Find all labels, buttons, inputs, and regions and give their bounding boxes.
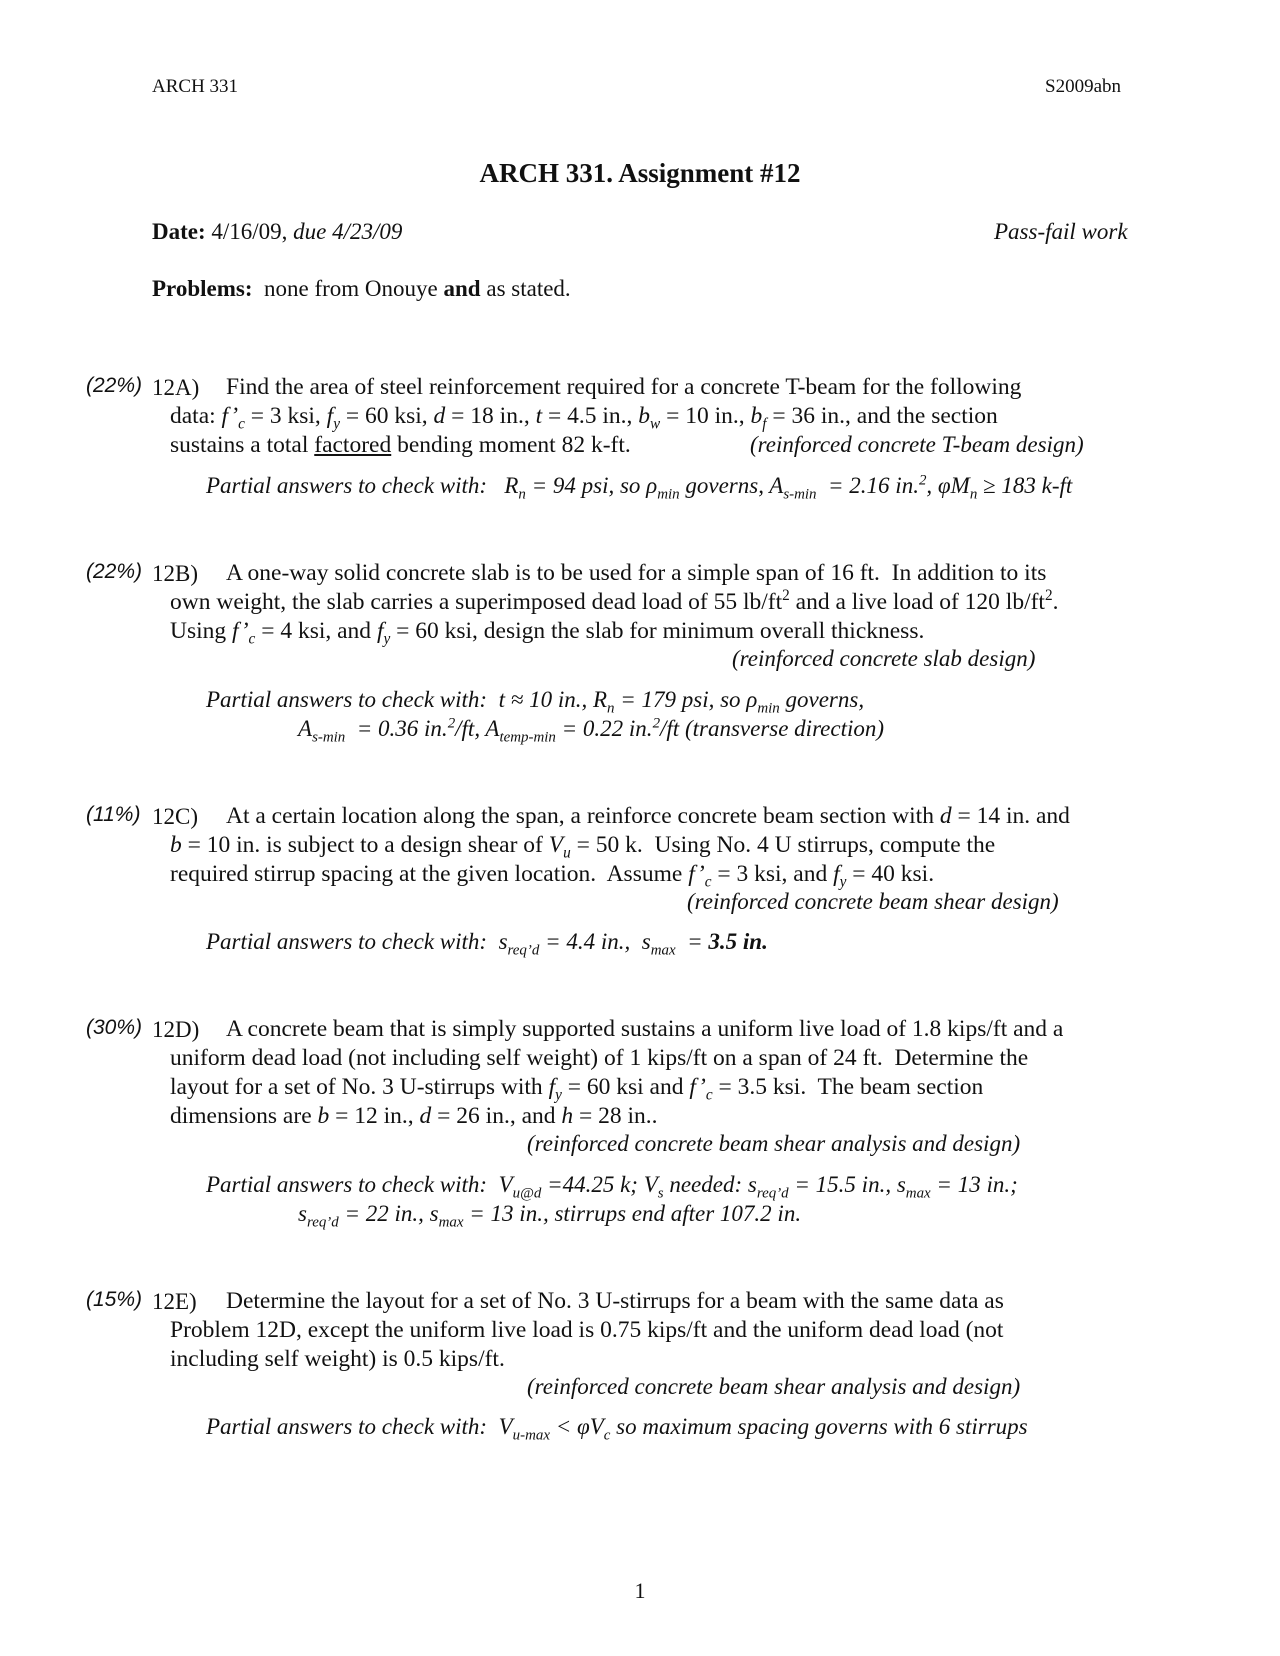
problems-text-b: as stated. — [486, 276, 571, 301]
date-due: due 4/23/09 — [293, 219, 403, 244]
problem-text: dimensions are b = 12 in., d = 26 in., and h = 28 in.. — [170, 1103, 658, 1129]
course-header: ARCH 331 — [152, 76, 239, 97]
problem-text: Using $f’_c = 4$ ksi, and $f_y = 60$ ksi, design the slab for minimum overall thickness. — [170, 618, 925, 648]
problem-text: At a certain location along the span, a reinforce concrete beam section with d = 14 in. and — [226, 803, 1070, 829]
date-issued: 4/16/09, — [211, 219, 288, 244]
problem-category: (reinforced concrete slab design) — [732, 646, 1036, 671]
problem-id: 12B) — [152, 561, 198, 586]
answer-label: Partial answers to check with: — [206, 929, 488, 954]
problem-id: 12E) — [152, 1289, 197, 1314]
partial-answers: $s_{req’d} = 22$ in., $s_{max} = 13$ in., stirrups end after 107.2 in. — [298, 1201, 802, 1231]
problems-text-a: none from Onouye — [264, 276, 438, 301]
partial-answers: Partial answers to check with: $R_n = 94$ psi, so $\rho_{min}$ governs, $A_{s-min} = 2.16$ in.$^2$, $\varphi M_n \ge 183$ k-ft — [206, 472, 1073, 503]
problem-id: 12A) — [152, 375, 200, 400]
problem-text: required stirrup spacing at the given location. Assume $f’_c = 3$ ksi, and $f_y = 40$ ksi. — [170, 861, 935, 891]
problem-text: A one-way solid concrete slab is to be used for a simple span of 16 ft. In addition to its — [226, 560, 1047, 586]
problem-text: sustains a total factored bending moment 82 k-ft. — [170, 432, 631, 458]
problem-weight: (15%) — [86, 1288, 143, 1311]
problem-text: Find the area of steel reinforcement required for a concrete T-beam for the following — [226, 374, 1022, 400]
problem-text: layout for a set of No. 3 U-stirrups with $f_y = 60$ ksi and $f’_c = 3.5$ ksi. The beam section — [170, 1074, 984, 1104]
problem-text: A concrete beam that is simply supported sustains a uniform live load of 1.8 kips/ft and a — [226, 1016, 1064, 1042]
problem-text: including self weight) is 0.5 kips/ft. — [170, 1346, 505, 1372]
problem-text: Problem 12D, except the uniform live load is 0.75 kips/ft and the uniform dead load (not — [170, 1317, 1004, 1343]
problems-label: Problems: — [152, 276, 253, 301]
partial-answers: Partial answers to check with: $s_{req’d} = 4.4$ in., $s_{max} = 3.5$ in. — [206, 929, 768, 959]
problem-category: (reinforced concrete beam shear design) — [687, 889, 1059, 914]
problem-weight: (22%) — [86, 374, 143, 397]
problem-weight: (11%) — [86, 803, 141, 826]
problem-text: data: $f’_c = 3$ ksi, $f_y = 60$ ksi, d = 18 in., t = 4.5 in., $b_w = 10$ in., $b_f = 36$ in., and the section — [170, 403, 998, 433]
problem-category: (reinforced concrete beam shear analysis and design) — [527, 1131, 1021, 1156]
problems-line — [152, 276, 571, 302]
problem-id: 12D) — [152, 1017, 200, 1042]
partial-answers: Partial answers to check with: t ≈ 10 in., $R_n = 179$ psi, so $\rho_{min}$ governs, — [206, 687, 865, 717]
problem-category: (reinforced concrete beam shear analysis and design) — [527, 1374, 1021, 1399]
date-label: Date: — [152, 219, 206, 244]
document-code: S2009abn — [1045, 76, 1121, 97]
problem-text: own weight, the slab carries a superimposed dead load of 55 $lb/ft^2$ and a live load of 120 $lb/ft^2$. — [170, 587, 1059, 615]
partial-answers: Partial answers to check with: $V_{u@d} =44.25$ k; $V_s$ needed: $s_{req’d} = 15.5$ in., $s_{max} = 13$ in.; — [206, 1172, 1018, 1202]
answer-label: Partial answers to check with: — [206, 687, 488, 712]
answer-label: Partial answers to check with: — [206, 1414, 488, 1439]
problem-category: (reinforced concrete T-beam design) — [750, 432, 1084, 457]
problem-text: uniform dead load (not including self weight) of 1 kips/ft on a span of 24 ft. Determine the — [170, 1045, 1029, 1071]
page-title: ARCH 331. Assignment #12 — [479, 158, 801, 188]
page-number: 1 — [634, 1578, 646, 1603]
problem-weight: (22%) — [86, 560, 143, 583]
pass-fail-note: Pass-fail work — [994, 219, 1128, 244]
partial-answers: Partial answers to check with: $V_{u-max} < \varphi V_c$ so maximum spacing governs with 6 stirrups — [206, 1414, 1028, 1444]
problem-text: Determine the layout for a set of No. 3 U-stirrups for a beam with the same data as — [226, 1288, 1004, 1314]
problem-text: b = 10 in. is subject to a design shear of $V_u = 50$ k. Using No. 4 U stirrups, compute the — [170, 832, 996, 862]
answer-label: Partial answers to check with: — [206, 473, 488, 498]
partial-answers: $A_{s-min} = 0.36$ in.$^2$/ft, $A_{temp-min} = 0.22$ in.$^2$/ft (transverse direction) — [298, 715, 885, 746]
date-line — [152, 219, 402, 245]
answer-label: Partial answers to check with: — [206, 1172, 488, 1197]
problem-weight: (30%) — [86, 1016, 143, 1039]
problem-id: 12C) — [152, 804, 198, 829]
problems-bold-and: and — [443, 276, 481, 301]
